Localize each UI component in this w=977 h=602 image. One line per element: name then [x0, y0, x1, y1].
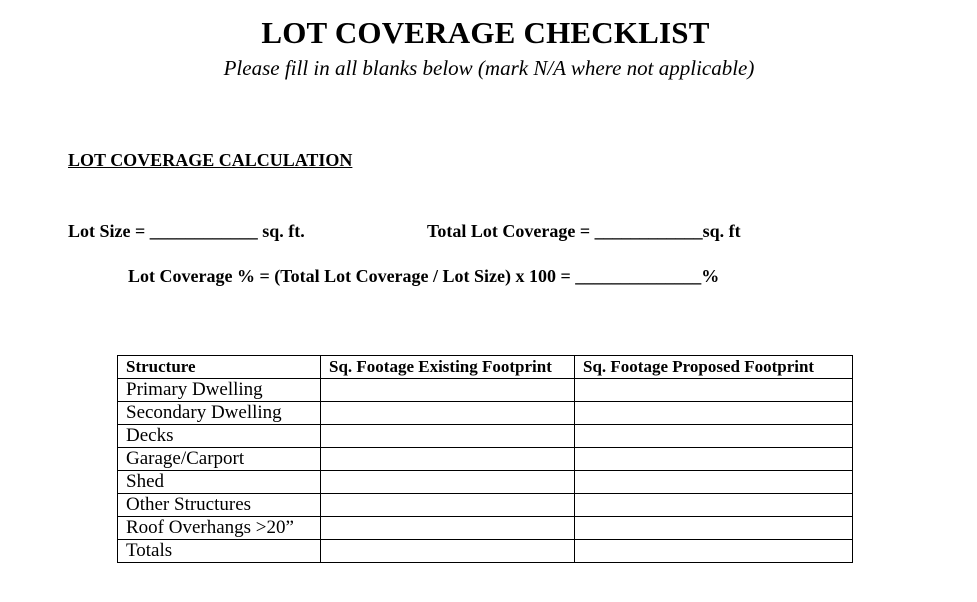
proposed-footprint-cell[interactable] [575, 494, 853, 517]
table-row [118, 540, 853, 563]
existing-footprint-cell[interactable] [321, 517, 575, 540]
lot-coverage-percent-field[interactable]: Lot Coverage % = (Total Lot Coverage / Lot Size) x 100 = ______________% [128, 266, 720, 286]
proposed-footprint-cell[interactable] [575, 540, 853, 563]
proposed-footprint-cell[interactable] [575, 471, 853, 494]
proposed-footprint-cell[interactable] [575, 517, 853, 540]
table-row [118, 425, 853, 448]
proposed-footprint-cell[interactable] [575, 448, 853, 471]
table-row [118, 448, 853, 471]
proposed-footprint-cell[interactable] [575, 379, 853, 402]
existing-footprint-cell[interactable] [321, 540, 575, 563]
page-title: LOT COVERAGE CHECKLIST [261, 15, 710, 50]
structures-table [117, 355, 853, 563]
table-row [118, 402, 853, 425]
existing-footprint-cell[interactable] [321, 494, 575, 517]
existing-footprint-cell[interactable] [321, 379, 575, 402]
table-row [118, 379, 853, 402]
existing-footprint-cell[interactable] [321, 402, 575, 425]
existing-footprint-cell[interactable] [321, 425, 575, 448]
table-header-row [118, 356, 853, 379]
header-structure: Structure [118, 356, 321, 379]
table-row [118, 471, 853, 494]
proposed-footprint-cell[interactable] [575, 402, 853, 425]
proposed-footprint-cell[interactable] [575, 425, 853, 448]
structure-name: Shed [118, 471, 321, 494]
section-heading: LOT COVERAGE CALCULATION [68, 150, 353, 170]
page-subtitle: Please fill in all blanks below (mark N/A where not applicable) [223, 56, 755, 80]
structure-name: Other Structures [118, 494, 321, 517]
structure-name: Totals [118, 540, 321, 563]
table-row [118, 494, 853, 517]
existing-footprint-cell[interactable] [321, 448, 575, 471]
structure-name: Decks [118, 425, 321, 448]
existing-footprint-cell[interactable] [321, 471, 575, 494]
total-lot-coverage-field[interactable]: Total Lot Coverage = ____________sq. ft [427, 221, 741, 241]
table-row [118, 517, 853, 540]
lot-size-field[interactable]: Lot Size = ____________ sq. ft. [68, 221, 305, 241]
structure-name: Roof Overhangs >20” [118, 517, 321, 540]
structure-name: Primary Dwelling [118, 379, 321, 402]
header-existing-footprint: Sq. Footage Existing Footprint [321, 356, 575, 379]
structure-name: Garage/Carport [118, 448, 321, 471]
structure-name: Secondary Dwelling [118, 402, 321, 425]
header-proposed-footprint: Sq. Footage Proposed Footprint [575, 356, 853, 379]
